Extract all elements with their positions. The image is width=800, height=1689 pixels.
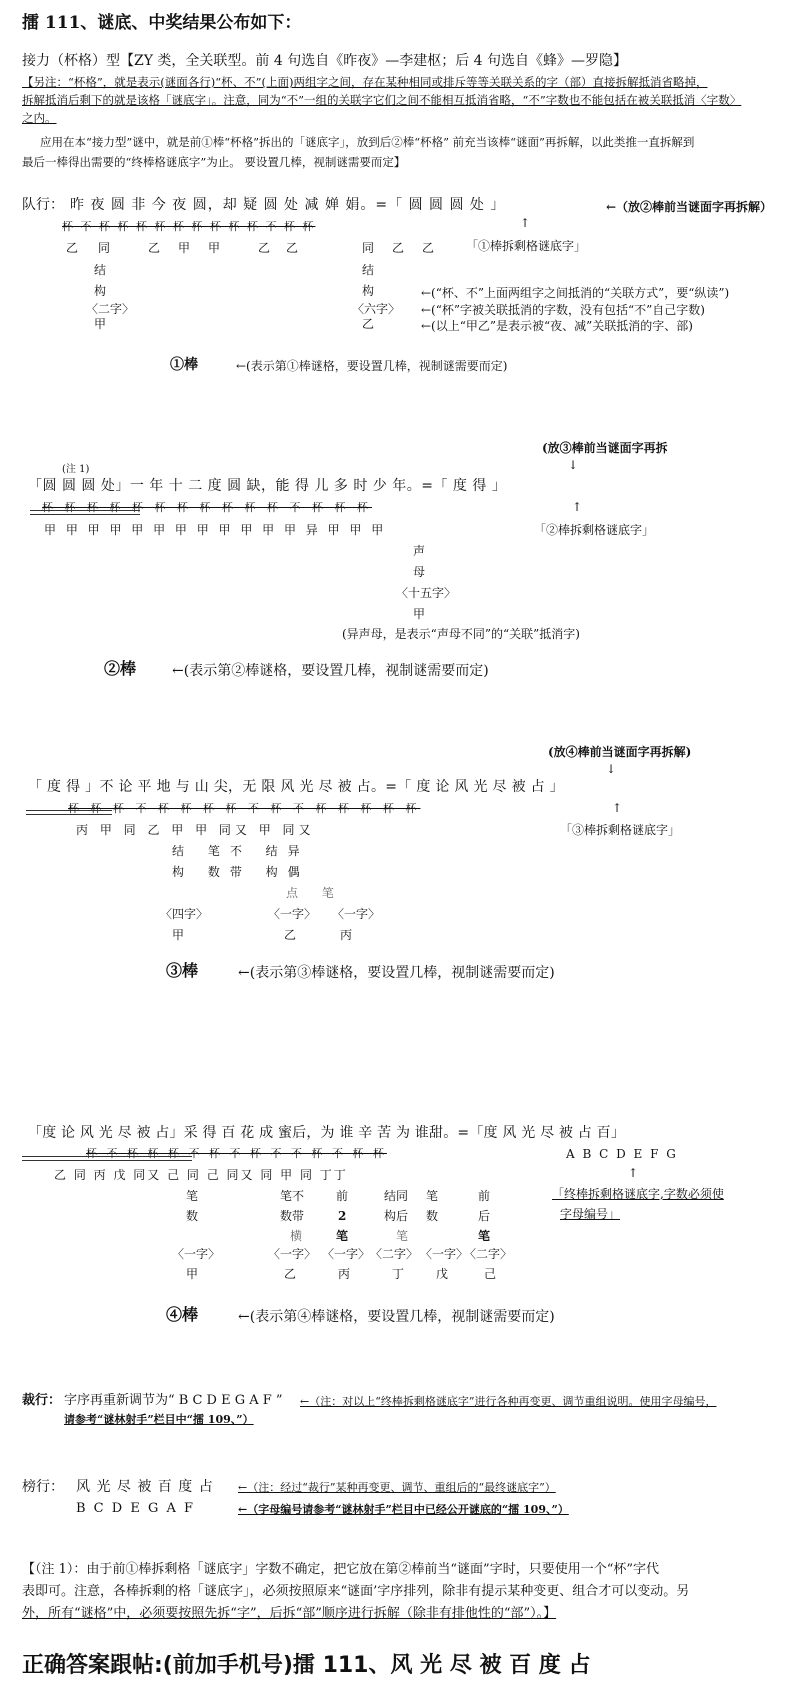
- page-title: 擂 111、谜底、中奖结果公布如下：: [22, 13, 302, 33]
- cut-text: 字序再重新调节为“ B C D E G A F ”: [64, 1393, 283, 1408]
- stick1-stick-label: ①棒: [170, 357, 198, 373]
- cut-note-2: 请参考“谜林射手”栏目中“擂 109、”）: [64, 1413, 254, 1426]
- stick4-bi2: 笔: [336, 1229, 349, 1243]
- stick4-bi3: 笔不: [280, 1189, 305, 1203]
- stick3-one-a: 〈一字〉: [268, 907, 317, 921]
- stick1-row-a-item: 甲: [178, 241, 209, 255]
- stick3-double-line: [26, 810, 112, 815]
- stick1-stick-desc: ←(表示第①棒谜格，要设置几棒，视制谜需要而定): [236, 359, 508, 373]
- stick2-row-a: 甲 甲 甲 甲 甲 甲 甲 甲 甲 甲 甲 甲 异 甲 甲 甲: [44, 523, 387, 537]
- stick3-text: 「 度 得 」不 论 平 地 与 山 尖，无 限 风 光 尽 被 占。=「 度 论 风 光 尽 被 占 」: [28, 779, 564, 795]
- stick4-shu-b: 数: [426, 1209, 439, 1223]
- stick1-label: 队行：: [22, 197, 64, 213]
- stick1-row-a-item: 乙: [392, 241, 423, 255]
- stick4-marks: 杯 不 杯 杯 杯 不 杯 不 杯 不 不 杯 不 杯 杯: [86, 1147, 387, 1160]
- stick1-text: 昨 夜 圆 非 今 夜 圆，却 疑 圆 处 减 婵 娟。=「 圆 圆 圆 处 」: [70, 197, 506, 213]
- stick1-row-a-item: 同: [98, 241, 131, 255]
- stick4-bi: 笔: [186, 1189, 199, 1203]
- arrow-up-icon: ↑: [572, 500, 583, 514]
- stick1-row-a-item: 乙: [148, 241, 179, 255]
- stick1-explain-2: ←(“杯”字被关联抵消的字数，没有包括“不”自己字数): [421, 303, 705, 317]
- stick4-stick-desc: ←(表示第④棒谜格，要设置几棒，视制谜需要而定): [238, 1309, 555, 1325]
- stick3-four: 〈四字〉: [160, 907, 209, 921]
- stick2-mu: 母: [413, 565, 426, 579]
- stick3-jia: 甲: [172, 928, 185, 942]
- note-line-2: 拆解抵消后剩下的就是该格「谜底字」。注意，同为“不”一组的关联字它们之间不能相互抵消省略，“不”字数也不能包括在被关联抵消〈字数〉: [22, 93, 742, 107]
- stick2-marks: 杯 杯 杯 杯 杯 杯 杯 杯 杯 杯 杯 不 杯 杯 杯: [42, 501, 372, 514]
- stick3-stick-label: ③棒: [166, 961, 199, 980]
- stick3-marks: 杯 杯 杯 不 杯 杯 杯 杯 不 杯 不 杯 杯 杯 杯 杯: [68, 802, 421, 815]
- stick1-row-a-item: 乙: [286, 241, 315, 255]
- stick1-explain-3: ←(以上“甲乙”是表示被“夜、减”关联抵消的字、部): [421, 319, 693, 333]
- rank-label: 榜行：: [22, 1479, 64, 1495]
- stick2-double-line: [30, 510, 140, 515]
- stick1-residue: 「①棒拆剩格谜底字」: [466, 239, 587, 253]
- stick1-row-a-item: 乙: [66, 241, 99, 255]
- stick1-row-a3: [258, 240, 314, 256]
- stick4-wu: 戊: [436, 1267, 449, 1281]
- stick1-row-a-item: 乙: [258, 241, 287, 255]
- stick4-bi2-c: 笔: [478, 1229, 491, 1243]
- stick1-jie-2: 结: [362, 263, 375, 277]
- stick4-one-3: 〈一字〉: [322, 1247, 371, 1261]
- stick1-jia: 甲: [94, 317, 107, 331]
- stick3-stick-desc: ←(表示第③棒谜格，要设置几棒，视制谜需要而定): [238, 965, 555, 981]
- arrow-up-icon: ↑: [612, 801, 623, 815]
- stick4-one-2: 〈一字〉: [268, 1247, 317, 1261]
- stick4-jia: 甲: [186, 1267, 199, 1281]
- arrow-down-icon: ↓: [606, 762, 617, 776]
- stick1-two-chars: 〈二字〉: [86, 302, 135, 316]
- stick4-qian: 前: [336, 1189, 349, 1203]
- stick1-row-a2: [148, 240, 238, 256]
- stick4-letters: A B C D E F G: [566, 1147, 678, 1161]
- footnote-line-2: 表即可。注意，各棒拆剩的格「谜底字」，必须按照原来“谜面’字序排列，除非有提示某种变更、组合才可以变动。另: [22, 1584, 690, 1599]
- stick4-gou-hou: 构后: [384, 1209, 409, 1223]
- stick3-row-d: 点 笔: [286, 886, 344, 900]
- stick4-two-chars-1: 〈二字〉: [370, 1247, 419, 1261]
- stick1-six-chars: 〈六字〉: [352, 302, 401, 316]
- stick1-row-a4: [362, 240, 452, 256]
- stick4-shu: 数: [186, 1209, 199, 1223]
- stick3-row-a: 丙 甲 同 乙 甲 甲 同又 甲 同又: [76, 823, 315, 837]
- stick4-row-a: 乙 同 丙 戊 同又 己 同 己 同又 同 甲 同 丁丁: [54, 1168, 348, 1182]
- stick4-two: 2: [338, 1209, 347, 1223]
- answer-line: 正确答案跟帖:(前加手机号)擂 111、风 光 尽 被 百 度 占: [22, 1653, 591, 1678]
- apply-line-1: 应用在本“接力型”谜中，就是前①棒“杯格”拆出的「谜底字」，放到后②棒“杯格” 前充当该棒“谜面”再拆解，以此类推一直拆解到: [40, 135, 695, 149]
- stick3-row-c: 构 数带 构偶: [172, 865, 310, 879]
- stick1-gou: 构: [94, 284, 107, 298]
- stick4-one-1: 〈一字〉: [172, 1247, 221, 1261]
- stick3-residue: 「③棒拆剩格谜底字」: [560, 823, 681, 837]
- arrow-up-icon: ↑: [628, 1166, 639, 1180]
- cut-note: ←（注：对以上“终棒拆剩格谜底字”进行各种再变更、调节重组说明。使用字母编号，: [300, 1395, 717, 1408]
- stick2-explain: (异声母，是表示“声母不同”的“关联”抵消字): [342, 627, 580, 641]
- stick4-text: 「度 论 风 光 尽 被 占」采 得 百 花 成 蜜后，为 谁 辛 苦 为 谁甜。=「度 风 光 尽 被 占 百」: [28, 1125, 626, 1141]
- stick1-gou-2: 构: [362, 284, 375, 298]
- stick4-bing: 丙: [338, 1267, 351, 1281]
- stick4-hou: 后: [478, 1209, 491, 1223]
- stick1-explain-1: ←(“杯、不”上面两组字之间抵消的“关联方式”，要“纵读”): [421, 286, 730, 300]
- stick4-two-chars-2: 〈二字〉: [464, 1247, 513, 1261]
- stick2-residue: 「②棒拆剩格谜底字」: [534, 523, 655, 537]
- stick1-row-a: [66, 240, 130, 256]
- stick4-dai: 数带: [280, 1209, 305, 1223]
- rank-note-2: ←（字母编号请参考“谜林射手”栏目中已经公开谜底的“擂 109、”）: [238, 1503, 569, 1516]
- stick2-fifteen: 〈十五字〉: [396, 586, 457, 600]
- stick2-stick-label: ②棒: [104, 659, 137, 678]
- stick3-bing: 丙: [340, 928, 353, 942]
- stick2-jia: 甲: [413, 607, 426, 621]
- stick4-bi2-b: 笔: [396, 1229, 409, 1243]
- stick2-sheng: 声: [413, 544, 426, 558]
- stick4-yi: 乙: [284, 1267, 297, 1281]
- stick4-residue-2: 字母编号」: [560, 1207, 621, 1221]
- stick4-jie-tong: 结同: [384, 1189, 409, 1203]
- stick4-heng: 横: [290, 1229, 303, 1243]
- stick4-residue-1: 「终棒拆剩格谜底字,字数必须使: [552, 1187, 724, 1201]
- stick1-row-a-item: 甲: [208, 241, 239, 255]
- stick1-row-a-item: 同: [362, 241, 393, 255]
- stick3-one-b: 〈一字〉: [332, 907, 381, 921]
- stick2-text: 「圆 圆 圆 处」一 年 十 二 度 圆 缺，能 得 儿 多 时 少 年。=「 度 得 」: [28, 478, 507, 494]
- stick3-put-hint: (放④棒前当谜面字再拆解): [548, 745, 692, 759]
- rank-letters: B C D E G A F: [76, 1501, 195, 1516]
- stick4-ding: 丁: [392, 1267, 405, 1281]
- stick2-note-tag: (注 1): [62, 464, 90, 475]
- type-line: 接力（杯格）型【ZY 类，全关联型。前 4 句选自《昨夜》—李建枢；后 4 句选自《蜂》—罗隐】: [22, 53, 628, 69]
- stick4-stick-label: ④棒: [166, 1305, 199, 1324]
- stick1-row-a-item: 乙: [422, 241, 453, 255]
- stick1-marks: 杯 不 杯 杯 杯 杯 杯 杯 杯 杯 杯 不 杯 杯: [62, 220, 316, 233]
- arrow-down-icon: ↓: [568, 458, 579, 472]
- stick1-jie: 结: [94, 263, 107, 277]
- footnote-line-3: 外，所有“谜格”中，必须要按照先拆“字”，后拆“部”顺序进行拆解（除非有排他性的“部”）。】: [22, 1606, 557, 1621]
- stick2-put-hint: (放③棒前当谜面字再拆: [542, 441, 668, 455]
- stick4-one-4: 〈一字〉: [420, 1247, 469, 1261]
- rank-chars: 风 光 尽 被 百 度 占: [76, 1479, 214, 1495]
- footnote-line-1: 【（注 1）：由于前①棒拆剩格「谜底字」字数不确定，把它放在第②棒前当“谜面”字时，只要使用一个“杯”字代: [22, 1562, 659, 1577]
- stick4-double-line: [22, 1156, 192, 1161]
- cut-label: 裁行：: [22, 1393, 62, 1408]
- stick4-bi-b: 笔: [426, 1189, 439, 1203]
- stick2-stick-desc: ←(表示第②棒谜格，要设置几棒，视制谜需要而定): [172, 663, 489, 679]
- rank-note-1: ←（注：经过“裁行”某种再变更、调节、重组后的“最终谜底字”）: [238, 1481, 556, 1494]
- stick3-yi: 乙: [284, 928, 297, 942]
- apply-line-2: 最后一棒得出需要的“终棒格谜底字”为止。 要设置几棒，视制谜需要而定】: [22, 155, 406, 169]
- stick4-ji: 己: [484, 1267, 497, 1281]
- stick4-qian-b: 前: [478, 1189, 491, 1203]
- stick1-put-hint: ←（放②棒前当谜面字再拆解）: [606, 200, 773, 214]
- arrow-up-icon: ↑: [520, 216, 531, 230]
- note-line-1: 【另注：“杯格”，就是表示(谜面各行)“杯、不”(上面)两组字之间，存在某种相同或排斥等等关联关系的字（部）直接拆解抵消省略掉，: [22, 75, 708, 89]
- stick1-yi: 乙: [362, 317, 375, 331]
- stick3-row-b: 结 笔不 结异: [172, 844, 310, 858]
- note-line-3: 之内。: [22, 111, 57, 125]
